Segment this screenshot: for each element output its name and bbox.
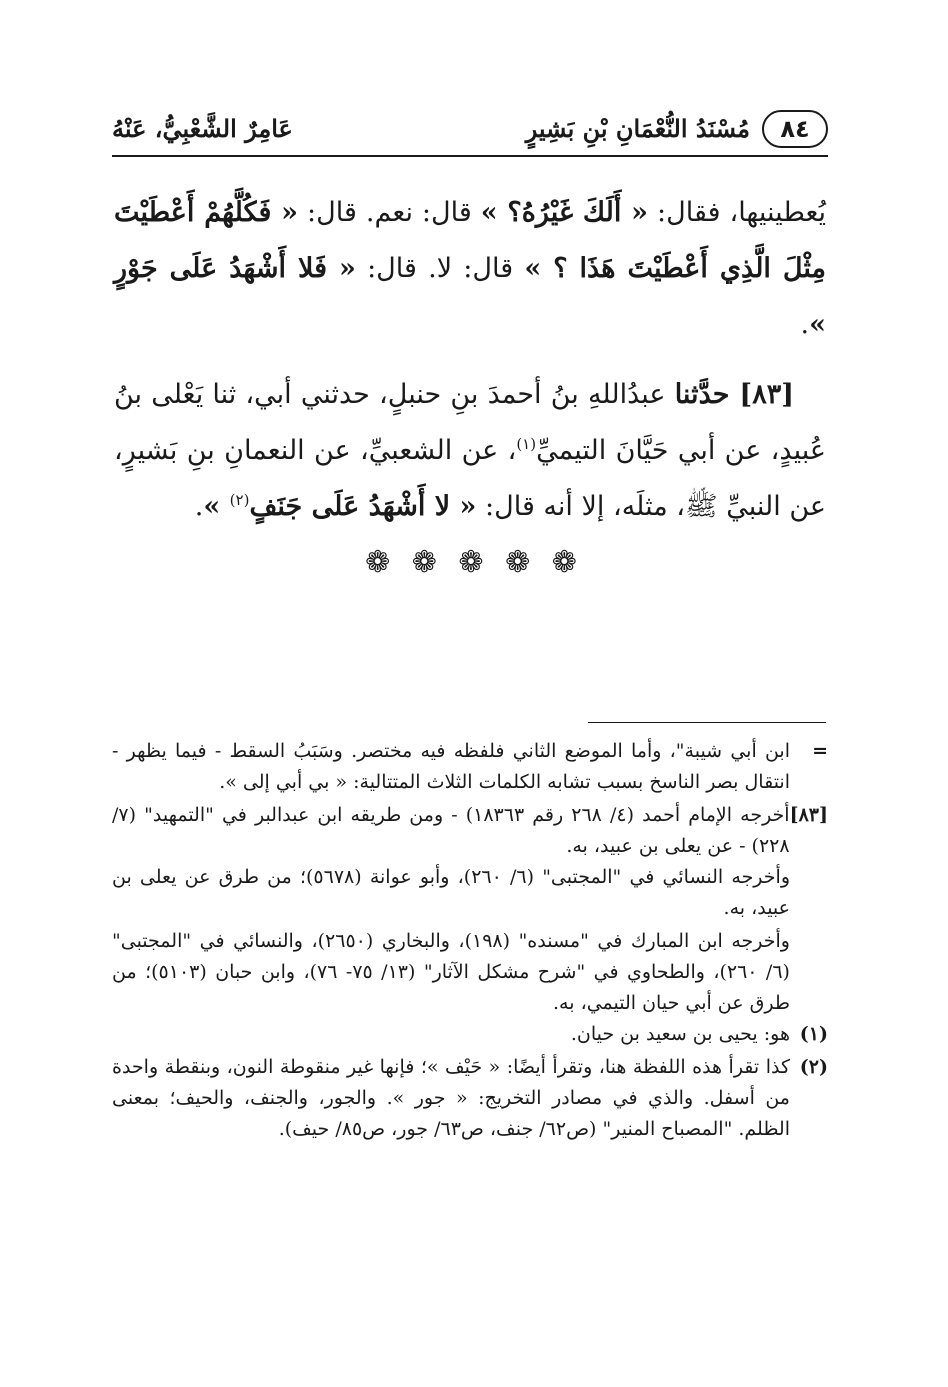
footnote-text: كذا تقرأ هذه اللفظة هنا، وتقرأ أيضًا: « حَيْف »؛ فإنها غير منقوطة النون، وبنقطة واحدة من أسفل. والذي في مصادر التخريج: « جور ». والجور، والجنف، والحيف؛ بمعنى الظلم. "المصباح المنير" (ص٦٢/ جنف، ص٦٣/ جور، ص٨٥/ حيف). [112, 1056, 790, 1140]
footnote-83-paragraph: وأخرجه النسائي في "المجتبى" (٦/ ٢٦٠)، وأبو عوانة (٥٦٧٨)؛ من طرق عن يعلى بن عبيد، به. [112, 866, 790, 919]
running-header [112, 108, 828, 156]
footnote-text: ابن أبي شيبة"، وأما الموضع الثاني فلفظه فيه مختصر. وسَبَبُ السقط - فيما يظهر - انتقال بصر الناسخ بسبب تشابه الكلمات الثلاث المتتالية: « بي أبي إلى ». [112, 740, 790, 793]
prophetic-quote-close: » [203, 491, 230, 522]
book-title: مُسْنَدُ النُّعْمَانِ بْنِ بَشِيرٍ [525, 114, 750, 143]
section-separator-ornament: ❁ ❁ ❁ ❁ ❁ [365, 545, 583, 580]
page-number: ٨٤ [762, 110, 828, 148]
footnote-rule [588, 722, 826, 723]
footnote-83-paragraph: وأخرجه ابن المبارك في "مسنده" (١٩٨)، والبخاري (٢٦٥٠)، والنسائي في "المجتبى" (٦/ ٢٦٠)، والطحاوي في "شرح مشكل الآثار" (١٣/ ٧٥- ٧٦)، وابن حبان (٥١٠٣)؛ من طرق عن أبي حيان التيمي، به. [112, 930, 790, 1014]
footnote-mark: [٨٣] [789, 804, 828, 826]
continuation-mark: = [812, 740, 828, 762]
footnote-text: أخرجه الإمام أحمد (٤/ ٢٦٨ رقم ١٨٣٦٣) - ومن طريقه ابن عبدالبر في "التمهيد" (٧/ ٢٢٨) - عن يعلى بن عبيد، به. [112, 804, 790, 857]
header-rule [112, 155, 828, 157]
prophetic-quote: « أَلَكَ غَيْرُهُ؟ » [480, 197, 649, 228]
isnad-text: عبدُاللهِ بنُ أحمدَ بنِ حنبلٍ، حدثني أبي، ثنا يَعْلى بنُ عُبيدٍ، عن أبي حَيَّانَ التيميِّ [114, 379, 826, 466]
footnote-mark: (٢) [799, 1056, 828, 1078]
footnotes [112, 736, 828, 1145]
footnote-text: هو: يحيى بن سعيد بن حيان. [570, 1023, 790, 1045]
prophetic-quote: « لا أَشْهَدُ عَلَى جَنَفٍ [249, 491, 477, 522]
text-run: . [194, 491, 204, 522]
isnad-text: ، عن الشعبيِّ، عن النعمانِ بنِ بَشيرٍ، عن النبيِّ ﷺ، مثلَه، إلا أنه قال: [114, 435, 826, 522]
text-run: . [800, 309, 810, 340]
paragraph-hadith-continuation [114, 185, 826, 353]
text-run: قال: لا. قال: [355, 253, 525, 284]
chapter-title: عَامِرٌ الشَّعْبِيُّ، عَنْهُ [112, 114, 293, 143]
prophetic-quote: « فَكُلَّهُمْ أَعْطَيْتَ مِثْلَ الَّذِي أَعْطَيْتَ هَذَا ؟ » [114, 197, 826, 284]
paragraph-hadith-83 [114, 367, 826, 535]
main-text [114, 185, 826, 535]
text-run: قال: نعم. قال: [298, 197, 481, 228]
footnote-83 [112, 800, 828, 862]
footnote-ref-1: (١) [516, 435, 537, 453]
footnote-1 [112, 1019, 828, 1050]
footnote-continuation [112, 736, 828, 798]
text-run: يُعطينيها، فقال: [648, 197, 827, 228]
footnote-2 [112, 1052, 828, 1145]
footnote-ref-2: (٢) [229, 491, 250, 509]
prophetic-quote: « فَلا أَشْهَدُ عَلَى جَوْرٍ » [114, 253, 826, 340]
hadith-number: [٨٣] حدَّثنا [674, 379, 794, 410]
footnote-mark: (١) [799, 1023, 828, 1045]
